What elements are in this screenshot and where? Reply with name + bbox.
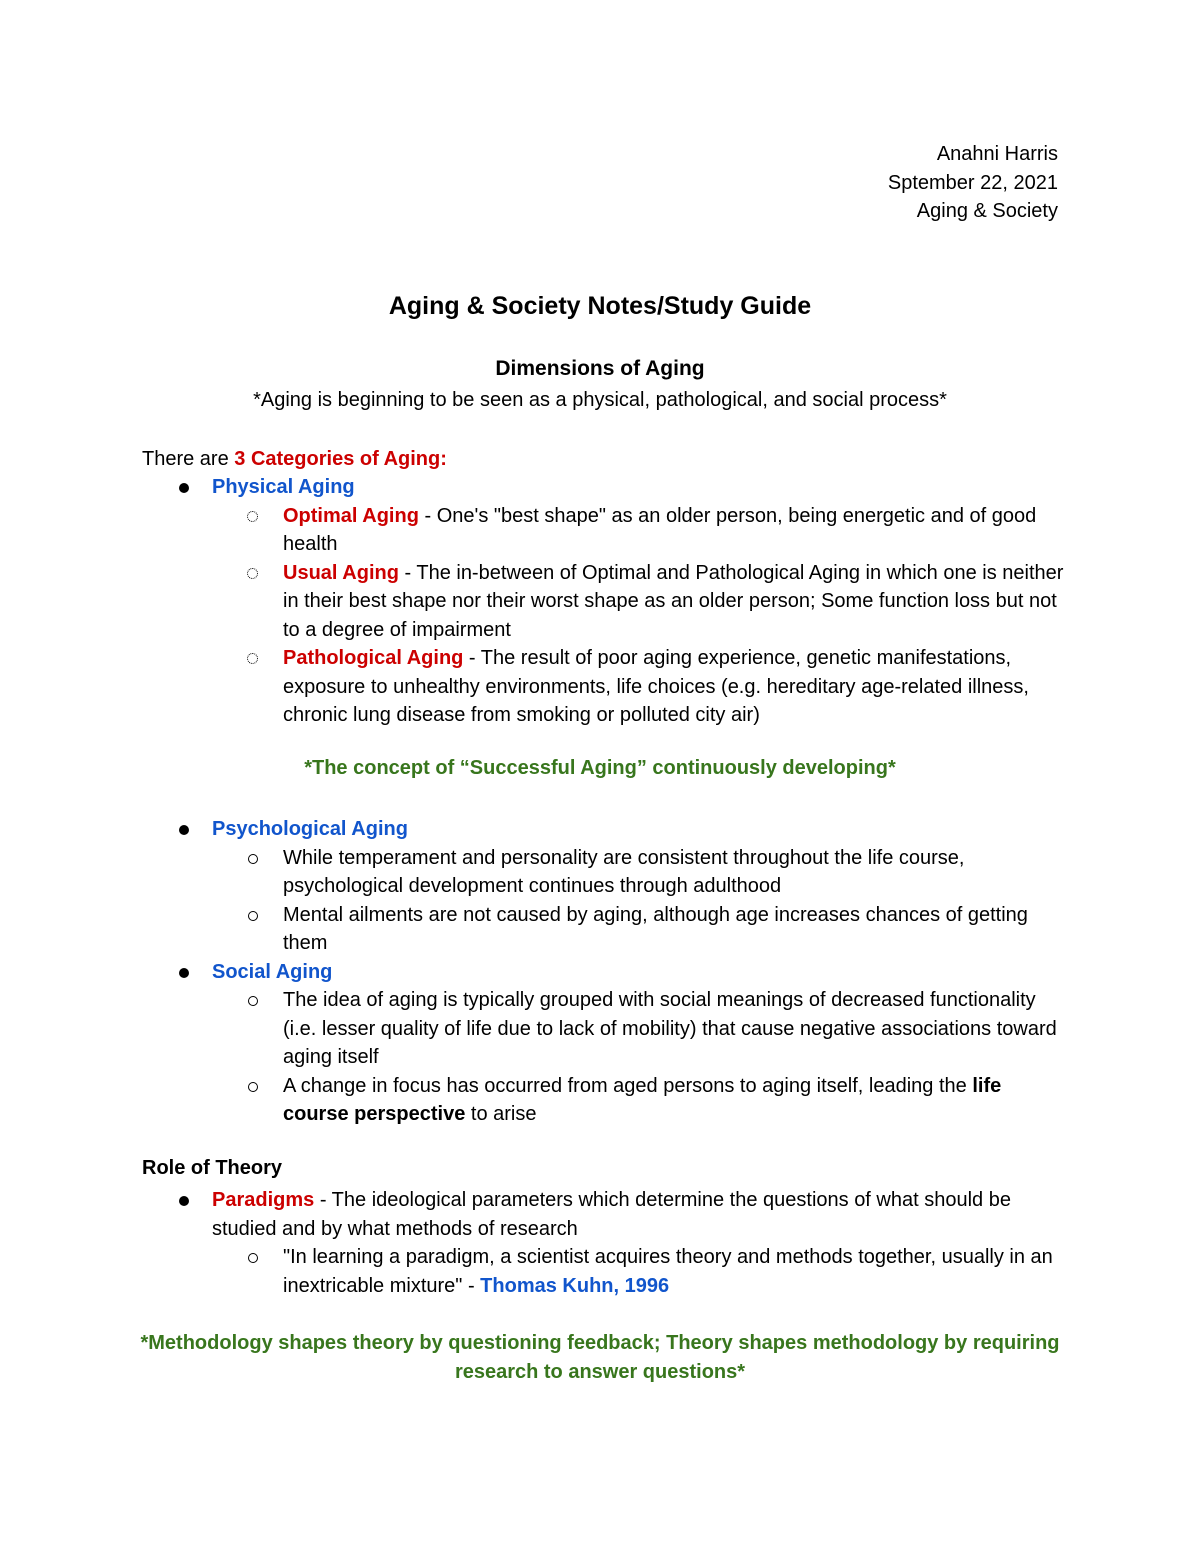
category-label: Psychological Aging — [212, 818, 408, 840]
section-subtitle: *Aging is beginning to be seen as a physical, pathological, and social process* — [253, 389, 947, 411]
list-item — [212, 1243, 1072, 1300]
author-name: Anahni Harris — [936, 143, 1058, 165]
header-block — [888, 140, 1058, 226]
term-label: Paradigms — [212, 1189, 315, 1211]
categories-list — [142, 473, 1072, 730]
filled-bullet-icon — [179, 825, 189, 835]
list-item — [212, 986, 1072, 1072]
term-label: Pathological Aging — [283, 647, 464, 669]
social-subitems — [212, 986, 1072, 1129]
course-name: Aging & Society — [916, 200, 1058, 222]
hollow-bullet-icon — [248, 911, 258, 921]
hollow-bullet-icon — [248, 1253, 258, 1263]
hollow-bullet-icon — [248, 854, 258, 864]
item-text: Mental ailments are not caused by aging, although age increases chances of getting them — [283, 903, 1028, 954]
categories-list-continued — [142, 815, 1072, 1129]
hollow-bullet-icon — [248, 996, 258, 1006]
list-item-psychological-aging — [142, 815, 1072, 958]
dotted-bullet-icon — [247, 653, 258, 664]
list-item — [212, 1072, 1072, 1129]
list-item-physical-aging — [142, 473, 1072, 730]
list-item-social-aging — [142, 958, 1072, 1129]
successful-aging-note: *The concept of “Successful Aging” continuously developing* — [304, 757, 896, 779]
filled-bullet-icon — [179, 968, 189, 978]
category-label: Physical Aging — [212, 476, 355, 498]
methodology-note: *Methodology shapes theory by questioning feedback; Theory shapes methodology by requiring research to answer questions* — [140, 1332, 1060, 1383]
quote-author: Thomas Kuhn, 1996 — [480, 1274, 670, 1297]
term-description: - The in-between of Optimal and Pathological Aging in which one is neither in their best shape nor their worst shape as an older person; Some function loss but not to a degree of impairment — [283, 561, 1064, 641]
list-item-paradigms — [142, 1186, 1072, 1300]
list-item — [212, 901, 1072, 958]
theory-list — [142, 1186, 1072, 1300]
item-text: While temperament and personality are consistent throughout the life course, psychological development continues through adulthood — [283, 846, 965, 897]
item-text-bold: life course perspective — [283, 1074, 1002, 1125]
list-item — [212, 644, 1072, 730]
item-text: The idea of aging is typically grouped with social meanings of decreased functionality (i.e. lesser quality of life due to lack of mobility) that cause negative associations toward aging itself — [283, 989, 1057, 1068]
term-description: - The result of poor aging experience, genetic manifestations, exposure to unhealthy environments, life choices (e.g. hereditary age-related illness, chronic lung disease from smoking or polluted city air) — [283, 647, 1029, 726]
list-item — [212, 502, 1072, 559]
intro-prefix: There are — [142, 448, 235, 470]
intro-highlight: 3 Categories of Aging: — [234, 448, 447, 470]
filled-bullet-icon — [179, 1196, 189, 1206]
paradigm-subitems — [212, 1243, 1072, 1300]
section-heading-dimensions: Dimensions of Aging — [495, 357, 705, 380]
term-description: - The ideological parameters which determine the questions of what should be studied and by what methods of research — [212, 1189, 1011, 1240]
dotted-bullet-icon — [247, 568, 258, 579]
psych-social-block — [142, 815, 1072, 1129]
psychological-subitems — [212, 844, 1072, 958]
list-item — [212, 844, 1072, 901]
item-text-prefix: A change in focus has occurred from aged persons to aging itself, leading the — [283, 1074, 973, 1097]
category-label: Social Aging — [212, 960, 333, 983]
document-date: Sptember 22, 2021 — [887, 171, 1058, 194]
filled-bullet-icon — [179, 483, 189, 493]
intro-line — [142, 445, 1072, 474]
term-description: - One's "best shape" as an older person, being energetic and of good health — [283, 504, 1037, 555]
physical-subitems — [212, 502, 1072, 730]
section-heading-role-of-theory: Role of Theory — [142, 1157, 283, 1179]
dotted-bullet-icon — [247, 511, 258, 522]
quote-text: "In learning a paradigm, a scientist acquires theory and methods together, usually in an inextricable mixture" - — [283, 1246, 1053, 1297]
list-item — [212, 559, 1072, 645]
term-label: Optimal Aging — [283, 504, 419, 527]
document-title: Aging & Society Notes/Study Guide — [388, 292, 812, 320]
item-text-suffix: to arise — [465, 1103, 537, 1125]
theory-block — [142, 1186, 1072, 1300]
term-label: Usual Aging — [283, 561, 399, 584]
hollow-bullet-icon — [248, 1082, 258, 1092]
physical-aging-block — [142, 473, 1072, 730]
